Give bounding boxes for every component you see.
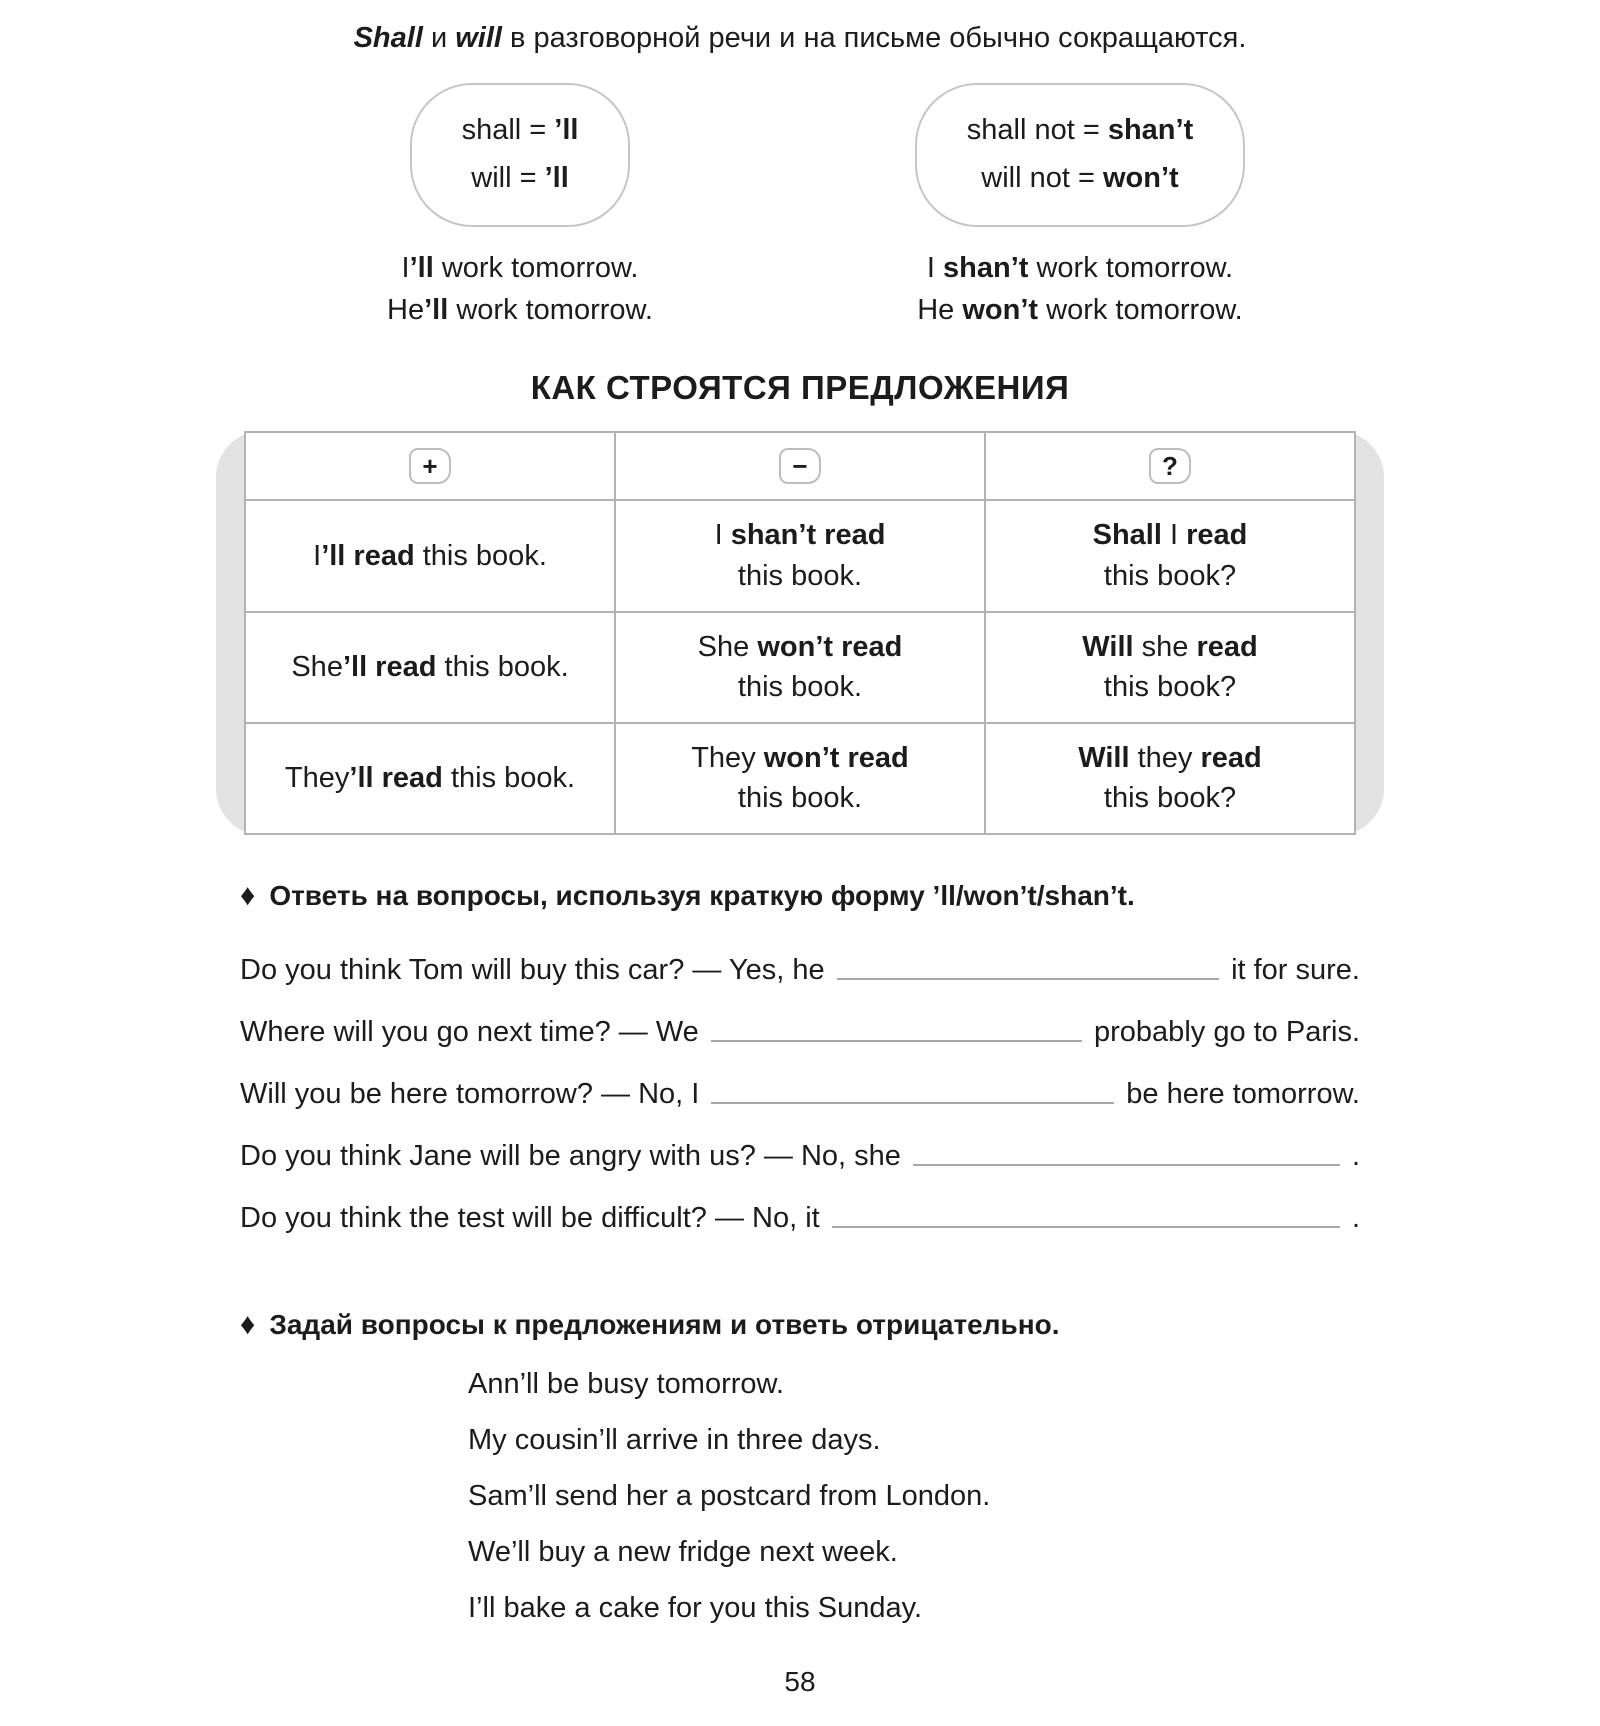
exercise2-sentences	[468, 1368, 1360, 1648]
answer-tail-text: .	[1351, 1139, 1360, 1172]
exercise1-heading	[240, 879, 1360, 913]
contraction-rule: will not = won’t	[981, 161, 1179, 194]
table-cell: I’ll read this book.	[245, 500, 615, 611]
fill-in-line	[240, 1078, 1360, 1111]
table-cell: Will they read this book?	[985, 723, 1355, 834]
diamond-bullet-icon: ♦	[240, 878, 256, 912]
question-text: Will you be here tomorrow? — No, I	[240, 1077, 700, 1110]
question-text: Do you think the test will be difficult? — No, it	[240, 1201, 820, 1234]
table-header-row	[245, 432, 1355, 501]
table-cell: They’ll read this book.	[245, 723, 615, 834]
table-cell: She won’t read this book.	[615, 612, 985, 723]
answer-blank	[832, 1226, 1340, 1228]
practice-sentence: Sam’ll send her a postcard from London.	[468, 1479, 991, 1512]
answer-blank	[711, 1040, 1082, 1042]
contraction-rule: shall = ’ll	[461, 114, 579, 146]
column-question	[985, 432, 1355, 501]
exercise1-lines	[240, 925, 1360, 1264]
table-cell: Will she read this book?	[985, 612, 1355, 723]
contractions-section	[240, 83, 1360, 331]
fill-in-line	[240, 1016, 1360, 1049]
contraction-card-negative	[915, 83, 1245, 227]
answer-tail-text: .	[1351, 1201, 1360, 1234]
contraction-card-affirmative	[410, 83, 631, 227]
exercise2-title-text: Задай вопросы к предложениям и ответь отрицательно.	[269, 1308, 1060, 1340]
table-cell: Shall I read this book?	[985, 500, 1355, 611]
answer-blank	[837, 978, 1219, 980]
question-mark-icon: ?	[1149, 448, 1191, 484]
practice-sentence: We’ll buy a new fridge next week.	[468, 1535, 898, 1568]
answer-blank	[711, 1102, 1114, 1104]
diamond-bullet-icon: ♦	[240, 1307, 256, 1341]
table-cell: I shan’t read this book.	[615, 500, 985, 611]
minus-icon: −	[779, 448, 821, 484]
question-text: Do you think Jane will be angry with us? — No, she	[240, 1139, 901, 1172]
answer-tail-text: probably go to Paris.	[1094, 1015, 1360, 1048]
example-sentence: He’ll work tomorrow.	[387, 293, 653, 326]
column-negative	[615, 432, 985, 501]
table-cell: She’ll read this book.	[245, 612, 615, 723]
exercise1-title-text: Ответь на вопросы, используя краткую форму ’ll/won’t/shan’t.	[269, 879, 1135, 911]
contraction-column-negative	[800, 83, 1360, 331]
contraction-rule: will = ’ll	[471, 161, 569, 194]
practice-sentence: My cousin’ll arrive in three days.	[468, 1423, 881, 1456]
fill-in-line	[240, 1140, 1360, 1173]
table-row	[245, 723, 1355, 834]
fill-in-line	[240, 954, 1360, 987]
contraction-column-affirmative	[240, 83, 800, 331]
sentence-structure-table	[244, 431, 1356, 835]
example-sentence: I’ll work tomorrow.	[401, 251, 639, 284]
example-sentence: I shan’t work tomorrow.	[926, 251, 1234, 284]
answer-tail-text: be here tomorrow.	[1126, 1077, 1360, 1110]
practice-sentence: I’ll bake a cake for you this Sunday.	[468, 1591, 923, 1624]
practice-sentence: Ann’ll be busy tomorrow.	[468, 1367, 784, 1400]
section-heading: КАК СТРОЯТСЯ ПРЕДЛОЖЕНИЯ	[530, 368, 1070, 406]
question-text: Do you think Tom will buy this car? — Yes, he	[240, 953, 825, 986]
page-number: 58	[784, 1665, 816, 1697]
fill-in-line	[240, 1202, 1360, 1235]
table-row	[245, 500, 1355, 611]
intro-sentence: Shall и will в разговорной речи и на письме обычно сокращаются.	[353, 22, 1247, 54]
contraction-rule: shall not = shan’t	[966, 114, 1194, 146]
column-affirmative	[245, 432, 615, 501]
table-cell: They won’t read this book.	[615, 723, 985, 834]
contraction-examples-affirmative	[387, 247, 653, 331]
table-row	[245, 612, 1355, 723]
answer-tail-text: it for sure.	[1231, 953, 1360, 986]
plus-icon: +	[409, 448, 451, 484]
answer-blank	[913, 1164, 1340, 1166]
question-text: Where will you go next time? — We	[240, 1015, 699, 1048]
exercise2-heading	[240, 1308, 1360, 1342]
example-sentence: He won’t work tomorrow.	[917, 293, 1243, 326]
contraction-examples-negative	[917, 247, 1243, 331]
sentence-structure-table-section	[244, 431, 1356, 835]
